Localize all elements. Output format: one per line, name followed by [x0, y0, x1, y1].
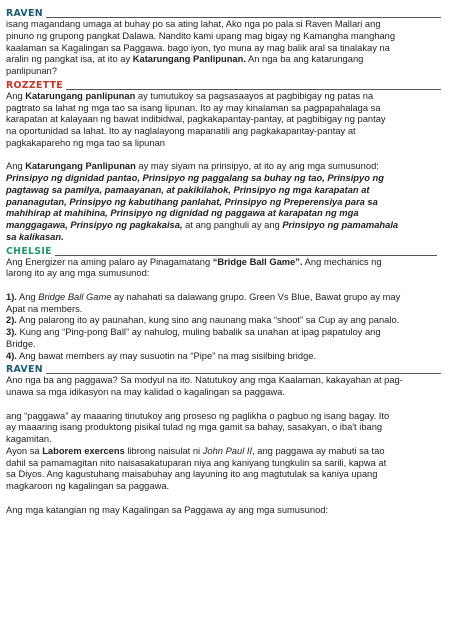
paragraph-line: aralin ng pangkat isa, at ito ay Katarungang Panlipunan. An nga ba ang katarungang — [6, 54, 364, 65]
heading-rule — [46, 373, 441, 374]
paragraph-line: ay maaaring isang produktong pisikal tulad ng mga gamit sa bahay, sasakyan, o iba't ibang — [6, 422, 383, 433]
paragraph-line: Ayon sa Laborem exercens librong naisulat ni John Paul II, ang paggawa ay mabuti sa tao — [6, 445, 385, 456]
paragraph-line: Ang mga katangian ng may Kagalingan sa Paggawa ay ang mga sumusunod: — [6, 504, 329, 515]
speaker-name: RAVEN — [6, 364, 43, 376]
paragraph-line: mahihirap at mahihina, Prinsipyo ng dignidad ng paggawa at karapatan ng mga — [6, 208, 359, 219]
paragraph-line: sa kalikasan. — [6, 231, 64, 242]
paragraph-line: na oportunidad sa lahat. Ito ay naglalayong mapanatili ang pagkakapantay-pantay at — [6, 126, 356, 136]
speaker-heading-raven — [6, 7, 468, 19]
speaker-name: CHELSIE — [6, 245, 52, 257]
heading-rule — [66, 89, 441, 90]
speaker-name: ROZZETTE — [6, 79, 63, 91]
paragraph-line: unawa sa mga idikasyon na may kalidad o kagalingan sa paggawa. — [6, 387, 285, 397]
paragraph-line: Ang Katarungang Panlipunan ay may siyam na prinsipyo, at ito ay ang mga sumusunod: — [6, 161, 379, 172]
blank-line — [6, 280, 468, 292]
paragraph-line: Ang Energizer na aming palaro ay Pinagamatang “Bridge Ball Game”. Ang mechanics ng — [6, 256, 382, 267]
speaker-heading-chelsie — [6, 245, 468, 257]
paragraph-line: pananagutan, Prinsipyo ng kabutihang panlahat, Prinsipyo ng Preperensiya para sa — [6, 196, 378, 207]
paragraph-line: Ano nga ba ang paggawa? Sa modyul na ito. Natutukoy ang mga Kaalaman, kakayahan at pag- — [6, 375, 403, 386]
speaker-heading-rozzette — [6, 79, 468, 91]
speaker-name: RAVEN — [6, 8, 43, 19]
list-item: 1). Ang Bridge Ball Game ay nahahati sa dalawang grupo. Green Vs Blue, Bawat grupo ay may — [6, 291, 401, 302]
paragraph-line: kagamitan. — [6, 434, 52, 444]
speaker-heading-raven — [6, 363, 468, 375]
paragraph-line: pagkakapareho ng mga tao sa lipunan — [6, 137, 165, 148]
paragraph-line: Ang Katarungang panlipunan ay tumutukoy sa pagsasaayos at pagbibigay ng patas na — [6, 90, 374, 101]
paragraph-line: panlipunan? — [6, 66, 57, 76]
list-item: 4). Ang bawat members ay may susuotin na “Pipe” na mag sisilbing bridge. — [6, 350, 317, 361]
list-item-continuation: Bridge. — [6, 338, 36, 349]
paragraph-line: isang magandang umaga at buhay po sa ating lahat, Ako nga po pala si Raven Mallari ang — [6, 19, 381, 29]
paragraph-line: pagtrato sa lahat ng mga tao sa isang lipunan. Ito ay may kinalaman sa pagpapahalaga sa — [6, 102, 381, 113]
blank-line — [6, 493, 468, 505]
list-item: 3). Kung ang “Ping-pong Ball” ay nahulog, muling babalik sa unahan at ipag papatuloy ang — [6, 327, 381, 337]
paragraph-line: sa Diyos. Ang kagustuhang maisabuhay ang layuning ito ang magtutulak sa kaniya upang — [6, 469, 378, 480]
paragraph-line: karapatan at kalayaan ng bawat indibidwal, pagkakapantay-pantay, at pagbibigay ng pantay — [6, 114, 386, 125]
paragraph-line: pinuno ng grupong pangkat Dalawa. Nandito kami upang mag bigay ng Kamangha manghang — [6, 30, 396, 41]
paragraph-line: ang “paggawa” ay maaaring tinutukoy ang proseso ng paglikha o pagbuo ng isang bagay. Ito — [6, 410, 390, 421]
paragraph-line: magkaroon ng kagalingan sa paggawa. — [6, 481, 170, 491]
heading-rule — [46, 17, 441, 18]
paragraph-line: pagtawag sa pamilya, pamaayanan, at pakikilahok, Prinsipyo ng mga karapatan at — [6, 184, 370, 195]
paragraph-line: dahil sa pamamagitan nito naisasakatuparan niya ang kaniyang tungkulin sa sarili, kapwa at — [6, 457, 387, 468]
paragraph-line: Prinsipyo ng dignidad pantao, Prinsipyo ng paggalang sa buhay ng tao, Prinsipyo ng — [6, 173, 384, 183]
blank-line — [6, 150, 468, 162]
blank-line — [6, 399, 468, 411]
heading-rule — [55, 255, 437, 256]
list-item-continuation: Apat na members. — [6, 303, 83, 314]
paragraph-line: manggagawa, Prinsipyo ng pagkakaisa, at ang panghuli ay ang Prinsipyo ng pamamahala — [6, 220, 399, 230]
paragraph-line: larong ito ay ang mga sumusunod: — [6, 268, 150, 279]
list-item: 2). Ang palarong ito ay paunahan, kung sino ang naunang maka “shoot” sa Cup ay ang panalo. — [6, 315, 400, 326]
paragraph-line: kaalaman sa Kagalingan sa Paggawa. bago iyon, tyo muna ay mag balik aral sa tinalakay na — [6, 42, 390, 53]
